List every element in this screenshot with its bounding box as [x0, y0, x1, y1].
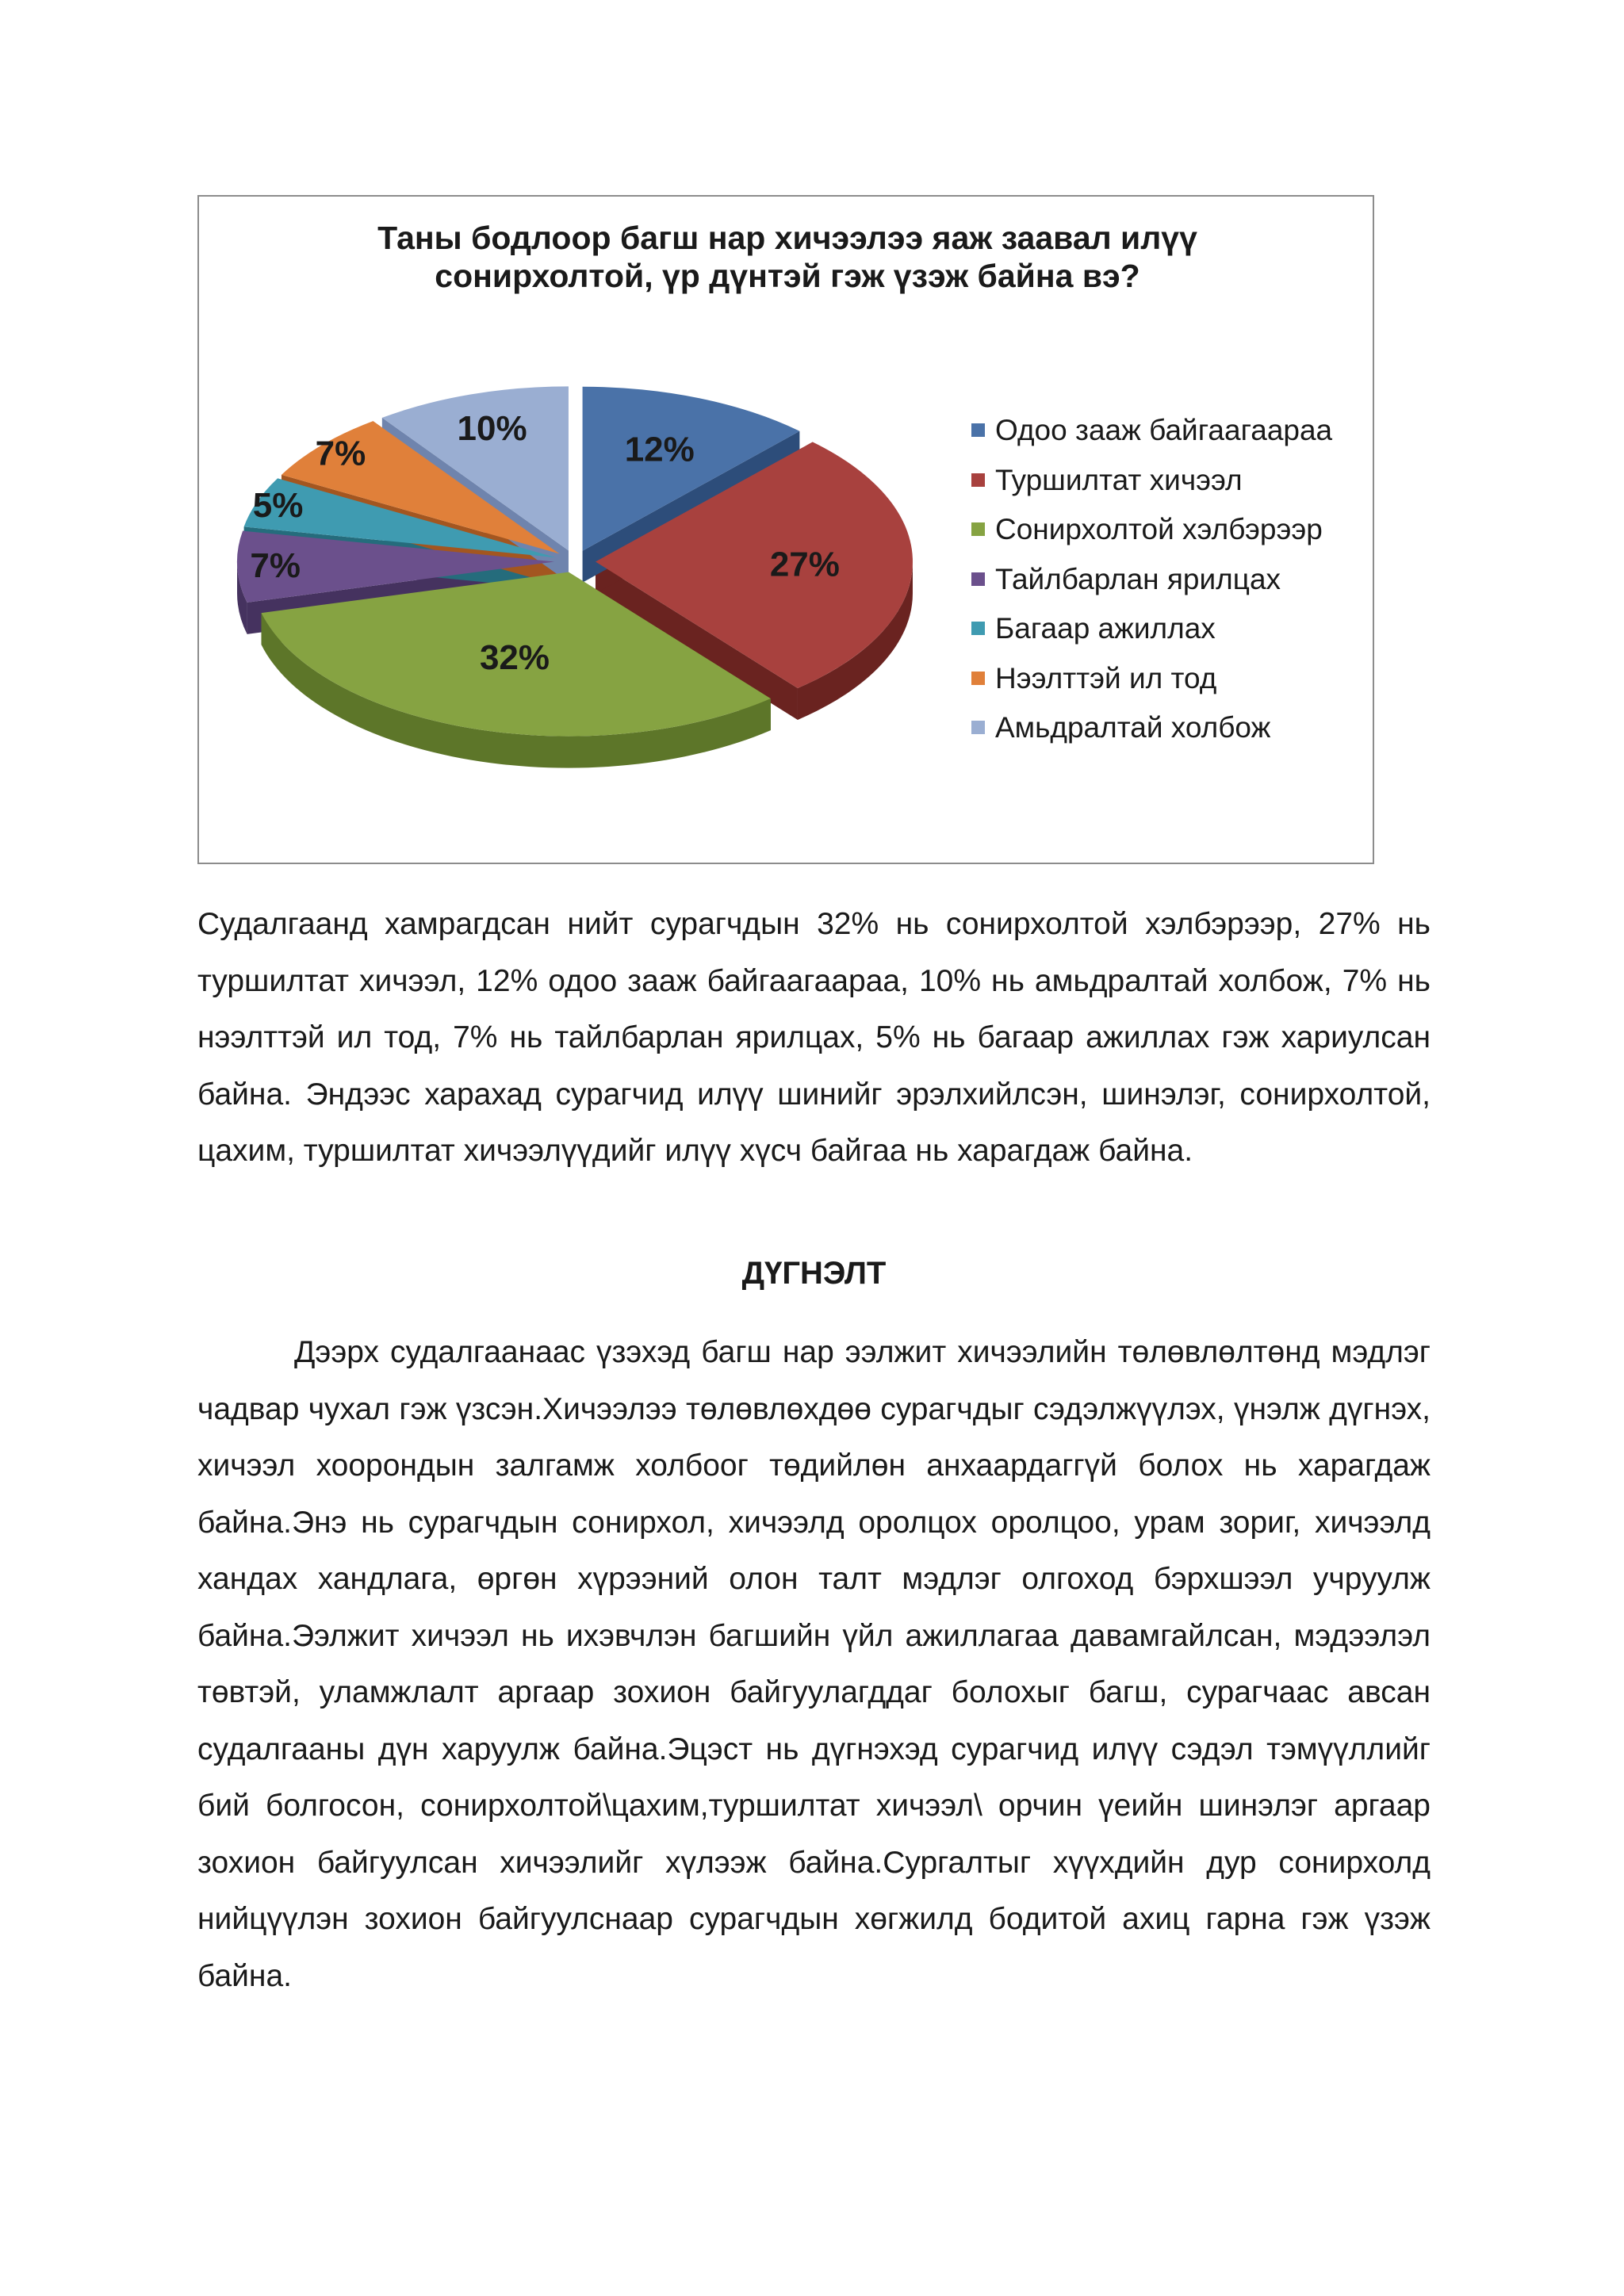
legend-swatch-1	[971, 423, 985, 437]
legend-label-7: Амьдралтай холбож	[995, 711, 1271, 744]
pie-data-label-1: 12%	[624, 430, 695, 469]
chart-legend	[971, 412, 1332, 760]
legend-swatch-4	[971, 572, 985, 586]
conclusion-paragraph-block	[197, 1324, 1431, 2004]
pie-data-label-3: 32%	[479, 637, 550, 677]
legend-swatch-6	[971, 672, 985, 685]
pie-data-label-6: 7%	[315, 434, 366, 473]
legend-item-2	[971, 462, 1332, 512]
legend-item-6	[971, 660, 1332, 710]
legend-swatch-2	[971, 473, 985, 487]
legend-item-4	[971, 561, 1332, 611]
legend-item-5	[971, 610, 1332, 660]
legend-label-1: Одоо зааж байгаагаараа	[995, 414, 1333, 446]
results-paragraph: Судалгаанд хамрагдсан нийт сурагчдын 32% нь сонирхолтой хэлбэрээр, 27% нь туршилтат хичээл, 12% одоо зааж байгаагаараа, 10% нь амьдралтай холбож, 7% нь нээлттэй ил тод, 7% нь тайлбарлан ярилцах, 5% нь багаар ажиллах гэж хариулсан байна. Эндээс харахад сурагчид илүү шинийг эрэлхийлсэн, шинэлэг, сонирхолтой, цахим, туршилтат хичээлүүдийг илүү хүсч байгаа нь харагдаж байна.	[197, 907, 1431, 1168]
pie-data-label-4: 7%	[250, 546, 301, 586]
legend-item-3	[971, 511, 1332, 561]
legend-swatch-3	[971, 522, 985, 536]
pie-data-label-2: 27%	[769, 545, 840, 584]
conclusion-paragraph: Дээрх судалгаанаас үзэхэд багш нар ээлжит хичээлийн төлөвлөлтөнд мэдлэг чадвар чухал гэж үзсэн.Хичээлээ төлөвлөхдөө сурагчдыг сэдэлжүүлэх, үнэлж дүгнэх, хичээл хоорондын залгамж холбоог төдийлөн анхаардаггүй болох нь харагдаж байна.Энэ нь сурагчдын сонирхол, хичээлд оролцох оролцоо, урам зориг, хичээлд хандах хандлага, өргөн хүрээний олон талт мэдлэг олгоход бэрхшээл учруулж байна.Ээлжит хичээл нь ихэвчлэн багшийн үйл ажиллагаа давамгайлсан, мэдээлэл төвтэй, уламжлалт аргаар зохион байгуулагддаг болохыг багш, сурагчаас авсан судалгааны дүн харуулж байна.Эцэст нь дүгнэхэд сурагчид илүү сэдэл тэмүүллийг бий болгосон, сонирхолтой\цахим,туршилтат хичээл\ орчин үеийн шинэлэг аргаар зохион байгуулсан хичээлийг хүлээж байна.Сургалтыг хүүхдийн дур сонирхолд нийцүүлэн зохион байгуулснаар сурагчдын хөгжилд бодитой ахиц гарна гэж үзэж байна.	[197, 1335, 1431, 1993]
pie-chart	[197, 195, 1374, 864]
legend-swatch-5	[971, 622, 985, 635]
results-paragraph-block	[197, 896, 1431, 1180]
section-heading: ДҮГНЭЛТ	[741, 1256, 887, 1291]
legend-label-6: Нээлттэй ил тод	[995, 661, 1217, 695]
legend-label-3: Сонирхолтой хэлбэрээр	[995, 513, 1323, 545]
legend-label-4: Тайлбарлан ярилцах	[995, 562, 1281, 595]
legend-label-2: Туршилтат хичээл	[995, 463, 1243, 496]
chart-title-line-1: Таны бодлоор багш нар хичээлээ яаж заавал илүү	[377, 220, 1197, 256]
legend-label-5: Багаар ажиллах	[995, 612, 1216, 645]
legend-item-7	[971, 710, 1332, 760]
pie-data-label-7: 10%	[457, 408, 527, 448]
legend-item-1	[971, 412, 1332, 462]
legend-swatch-7	[971, 721, 985, 734]
pie-data-label-5: 5%	[252, 485, 304, 525]
chart-title-line-2: сонирхолтой, үр дүнтэй гэж үзэж байна вэ?	[435, 258, 1140, 294]
